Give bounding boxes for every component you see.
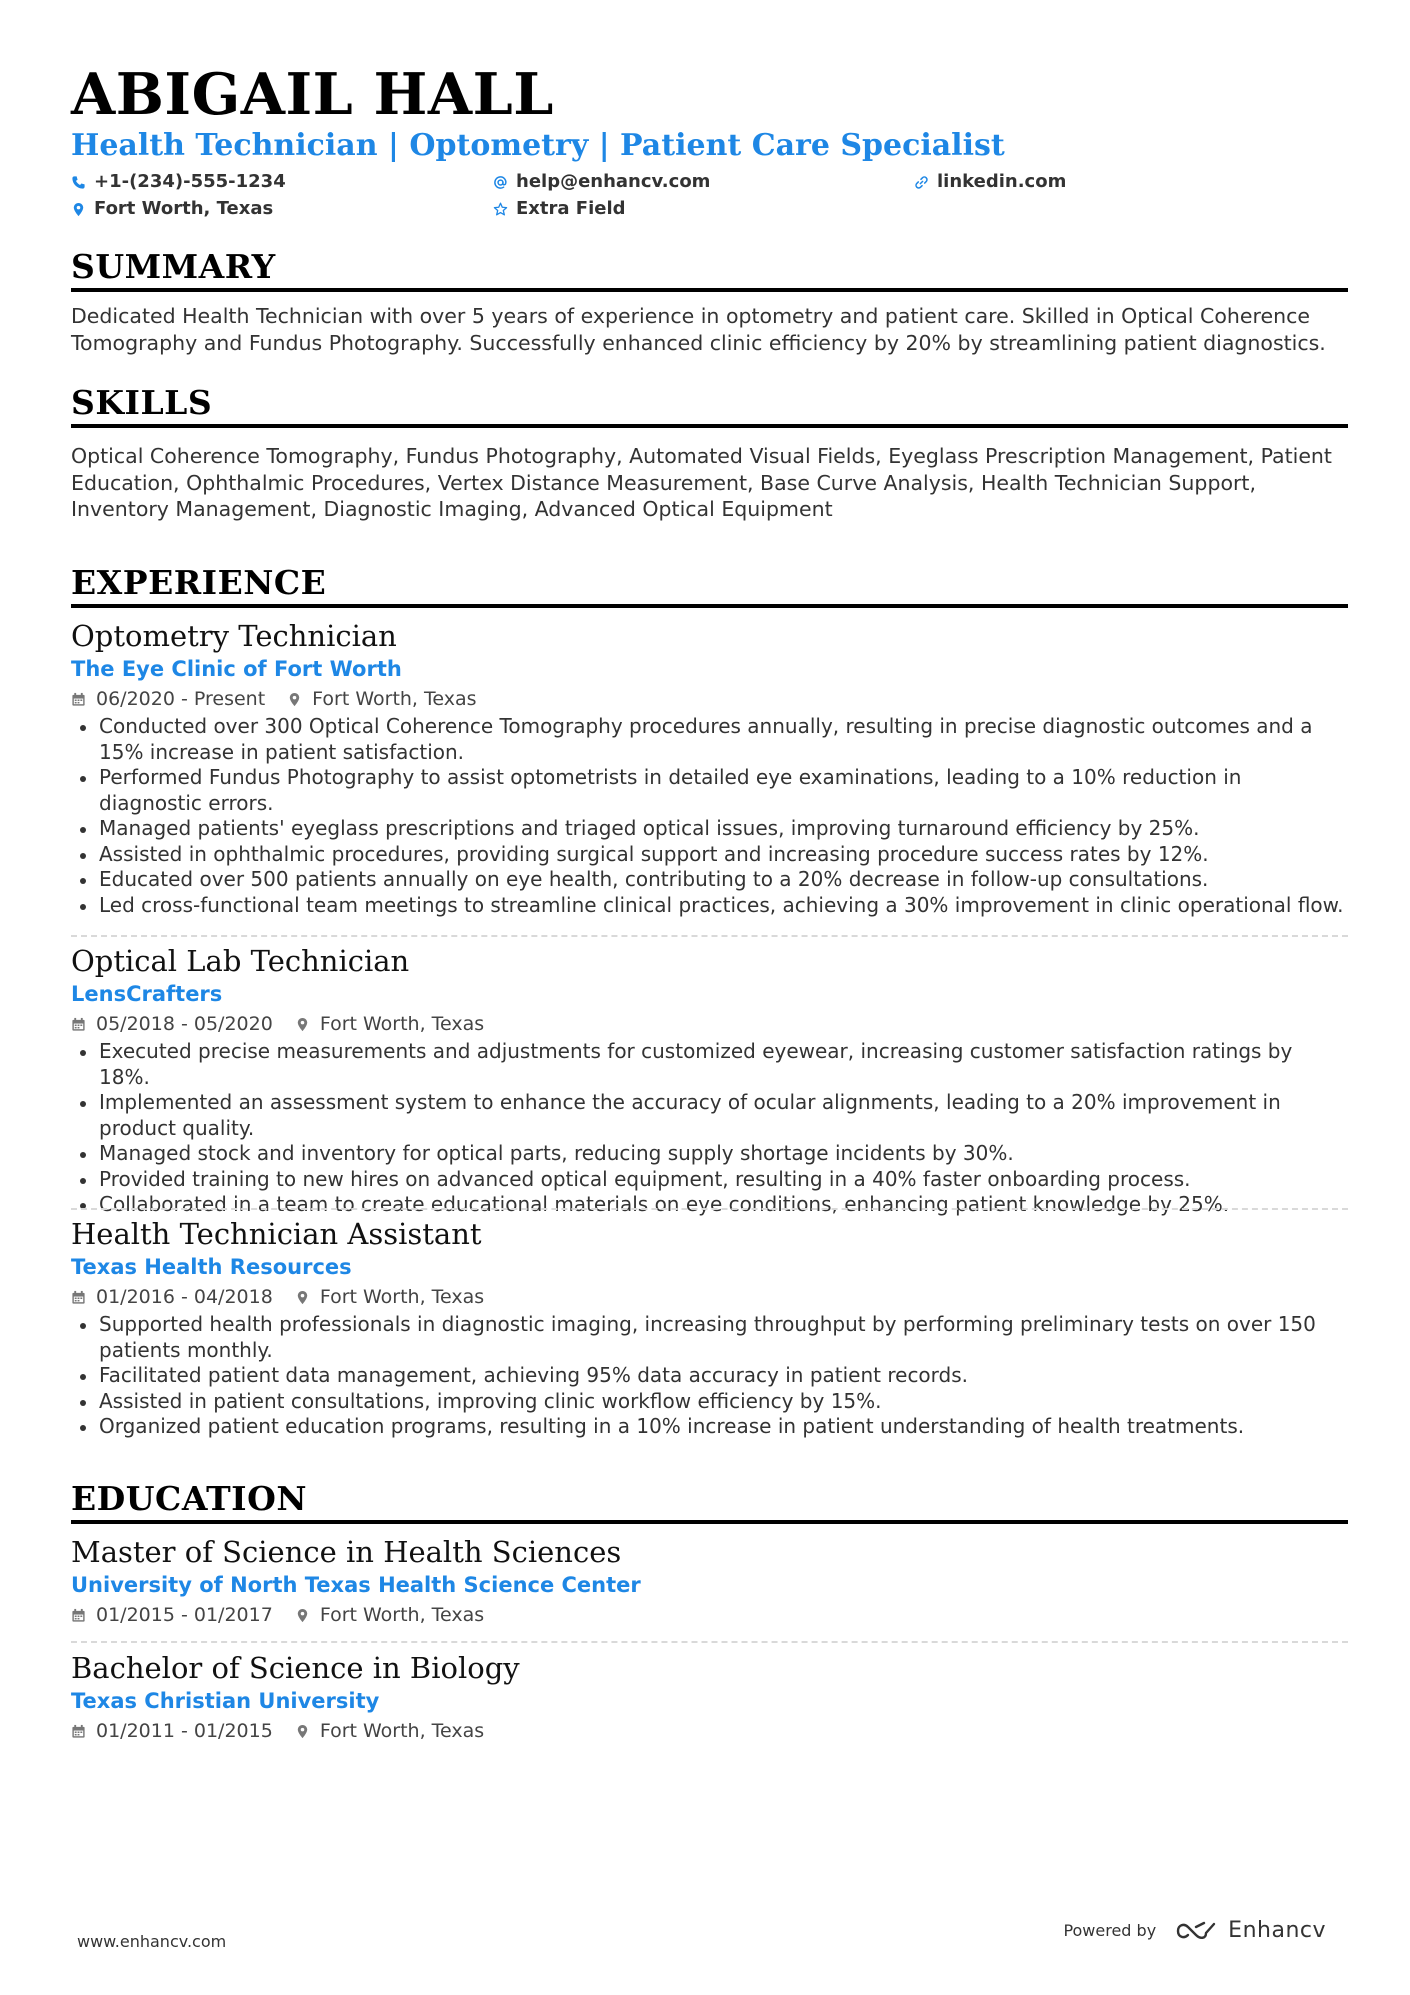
location-pin-icon — [295, 1290, 310, 1305]
company-name[interactable]: Texas Health Resources — [71, 1255, 352, 1279]
bullet-item: Collaborated in a team to create educational materials on eye conditions, enhancing patient knowledge by 25%. — [71, 1192, 1348, 1218]
candidate-name: ABIGAIL HALL — [71, 61, 554, 128]
bullet-item: Performed Fundus Photography to assist optometrists in detailed eye examinations, leading to a 10% reduction in diagnostic errors. — [71, 765, 1348, 816]
entry-divider — [71, 1641, 1348, 1643]
bullet-item: Implemented an assessment system to enhance the accuracy of ocular alignments, leading to a 20% improvement in product quality. — [71, 1090, 1348, 1141]
education-dates: 01/2015 - 01/2017 — [96, 1604, 273, 1626]
bullet-item: Assisted in patient consultations, improving clinic workflow efficiency by 15%. — [71, 1389, 1348, 1415]
job-entry — [71, 618, 1348, 918]
at-icon — [493, 175, 508, 190]
calendar-icon — [71, 1608, 86, 1623]
education-entry — [71, 1650, 1348, 1746]
bullet-item: Supported health professionals in diagnostic imaging, increasing throughput by performing preliminary tests on over 150 patients monthly. — [71, 1312, 1348, 1363]
bullet-item: Facilitated patient data management, achieving 95% data accuracy in patient records. — [71, 1363, 1348, 1389]
job-dates: 06/2020 - Present — [96, 688, 266, 710]
brand-name: Enhancv — [1228, 1918, 1326, 1943]
experience-heading: EXPERIENCE — [71, 562, 1348, 608]
job-title: Optical Lab Technician — [71, 944, 410, 978]
job-location: Fort Worth, Texas — [319, 1286, 485, 1308]
link-icon — [914, 175, 929, 190]
company-name[interactable]: LensCrafters — [71, 982, 223, 1006]
contact-extra — [493, 197, 626, 221]
footer-website[interactable]: www.enhancv.com — [77, 1932, 227, 1951]
calendar-icon — [71, 1724, 86, 1739]
contact-info — [71, 170, 1348, 230]
job-entry — [71, 943, 1348, 1218]
degree-title: Master of Science in Health Sciences — [71, 1535, 622, 1569]
entry-divider — [71, 935, 1348, 937]
bullet-item: Organized patient education programs, resulting in a 10% increase in patient understanding of health treatments. — [71, 1414, 1348, 1440]
calendar-icon — [71, 692, 86, 707]
entry-divider — [71, 1208, 1348, 1210]
education-heading: EDUCATION — [71, 1478, 1348, 1524]
company-name[interactable]: The Eye Clinic of Fort Worth — [71, 657, 402, 681]
skills-text: Optical Coherence Tomography, Fundus Photography, Automated Visual Fields, Eyeglass Prescription Management, Patient Education, Ophthalmic Procedures, Vertex Distance Measurement, Base Curve Analysis, Health Technician Support, Inventory Management, Diagnostic Imaging, Advanced Optical Equipment — [71, 444, 1332, 521]
degree-title: Bachelor of Science in Biology — [71, 1651, 520, 1685]
summary-heading: SUMMARY — [71, 246, 1348, 292]
job-location: Fort Worth, Texas — [312, 688, 477, 710]
contact-phone[interactable] — [71, 170, 286, 194]
education-meta — [71, 1600, 1348, 1630]
bullet-item: Educated over 500 patients annually on eye health, contributing to a 20% decrease in follow-up consultations. — [71, 867, 1348, 893]
school-name[interactable]: Texas Christian University — [71, 1689, 380, 1713]
job-dates: 01/2016 - 04/2018 — [96, 1286, 273, 1308]
location-text: Fort Worth, Texas — [94, 198, 274, 219]
location-pin-icon — [295, 1017, 310, 1032]
contact-linkedin[interactable] — [914, 170, 1066, 194]
education-location: Fort Worth, Texas — [319, 1720, 485, 1742]
job-bullets — [71, 714, 1348, 918]
candidate-title: Health Technician | Optometry | Patient Care Specialist — [71, 128, 1005, 163]
education-meta — [71, 1716, 1348, 1746]
bullet-item: Conducted over 300 Optical Coherence Tomography procedures annually, resulting in precise diagnostic outcomes and a 15% increase in patient satisfaction. — [71, 714, 1348, 765]
enhancv-logo-icon — [1174, 1919, 1220, 1943]
calendar-icon — [71, 1290, 86, 1305]
school-name[interactable]: University of North Texas Health Science Center — [71, 1573, 641, 1597]
footer-branding — [1063, 1918, 1326, 1943]
enhancv-logo[interactable] — [1174, 1918, 1326, 1943]
skills-heading: SKILLS — [71, 382, 1348, 428]
bullet-item: Managed patients' eyeglass prescriptions and triaged optical issues, improving turnaround efficiency by 25%. — [71, 816, 1348, 842]
location-pin-icon — [287, 692, 302, 707]
education-entry — [71, 1534, 1348, 1630]
star-icon — [493, 202, 508, 217]
summary-text: Dedicated Health Technician with over 5 years of experience in optometry and patient care. Skilled in Optical Coherence Tomography and Fundus Photography. Successfully enhanced clinic efficiency by 20% by streamlining patient diagnostics. — [71, 304, 1326, 355]
contact-email[interactable] — [493, 170, 710, 194]
job-entry — [71, 1216, 1348, 1440]
linkedin-text: linkedin.com — [937, 171, 1067, 192]
job-dates: 05/2018 - 05/2020 — [96, 1013, 273, 1035]
email-text: help@enhancv.com — [516, 171, 711, 192]
job-meta — [71, 684, 1348, 714]
extra-text: Extra Field — [516, 198, 626, 219]
bullet-item: Provided training to new hires on advanced optical equipment, resulting in a 40% faster onboarding process. — [71, 1167, 1348, 1193]
job-bullets — [71, 1312, 1348, 1440]
location-pin-icon — [71, 202, 86, 217]
bullet-item: Managed stock and inventory for optical parts, reducing supply shortage incidents by 30%. — [71, 1141, 1348, 1167]
location-pin-icon — [295, 1608, 310, 1623]
job-meta — [71, 1009, 1348, 1039]
job-meta — [71, 1282, 1348, 1312]
powered-by-text: Powered by — [1063, 1921, 1157, 1940]
job-title: Optometry Technician — [71, 619, 397, 653]
calendar-icon — [71, 1017, 86, 1032]
job-bullets — [71, 1039, 1348, 1218]
bullet-item: Led cross-functional team meetings to streamline clinical practices, achieving a 30% improvement in clinic operational flow. — [71, 893, 1348, 919]
phone-text: +1-(234)-555-1234 — [94, 171, 286, 192]
bullet-item: Assisted in ophthalmic procedures, providing surgical support and increasing procedure success rates by 12%. — [71, 842, 1348, 868]
job-location: Fort Worth, Texas — [319, 1013, 485, 1035]
job-title: Health Technician Assistant — [71, 1217, 482, 1251]
contact-location — [71, 197, 273, 221]
phone-icon — [71, 175, 86, 190]
location-pin-icon — [295, 1724, 310, 1739]
bullet-item: Executed precise measurements and adjustments for customized eyewear, increasing customer satisfaction ratings by 18%. — [71, 1039, 1348, 1090]
education-location: Fort Worth, Texas — [319, 1604, 485, 1626]
education-dates: 01/2011 - 01/2015 — [96, 1720, 273, 1742]
